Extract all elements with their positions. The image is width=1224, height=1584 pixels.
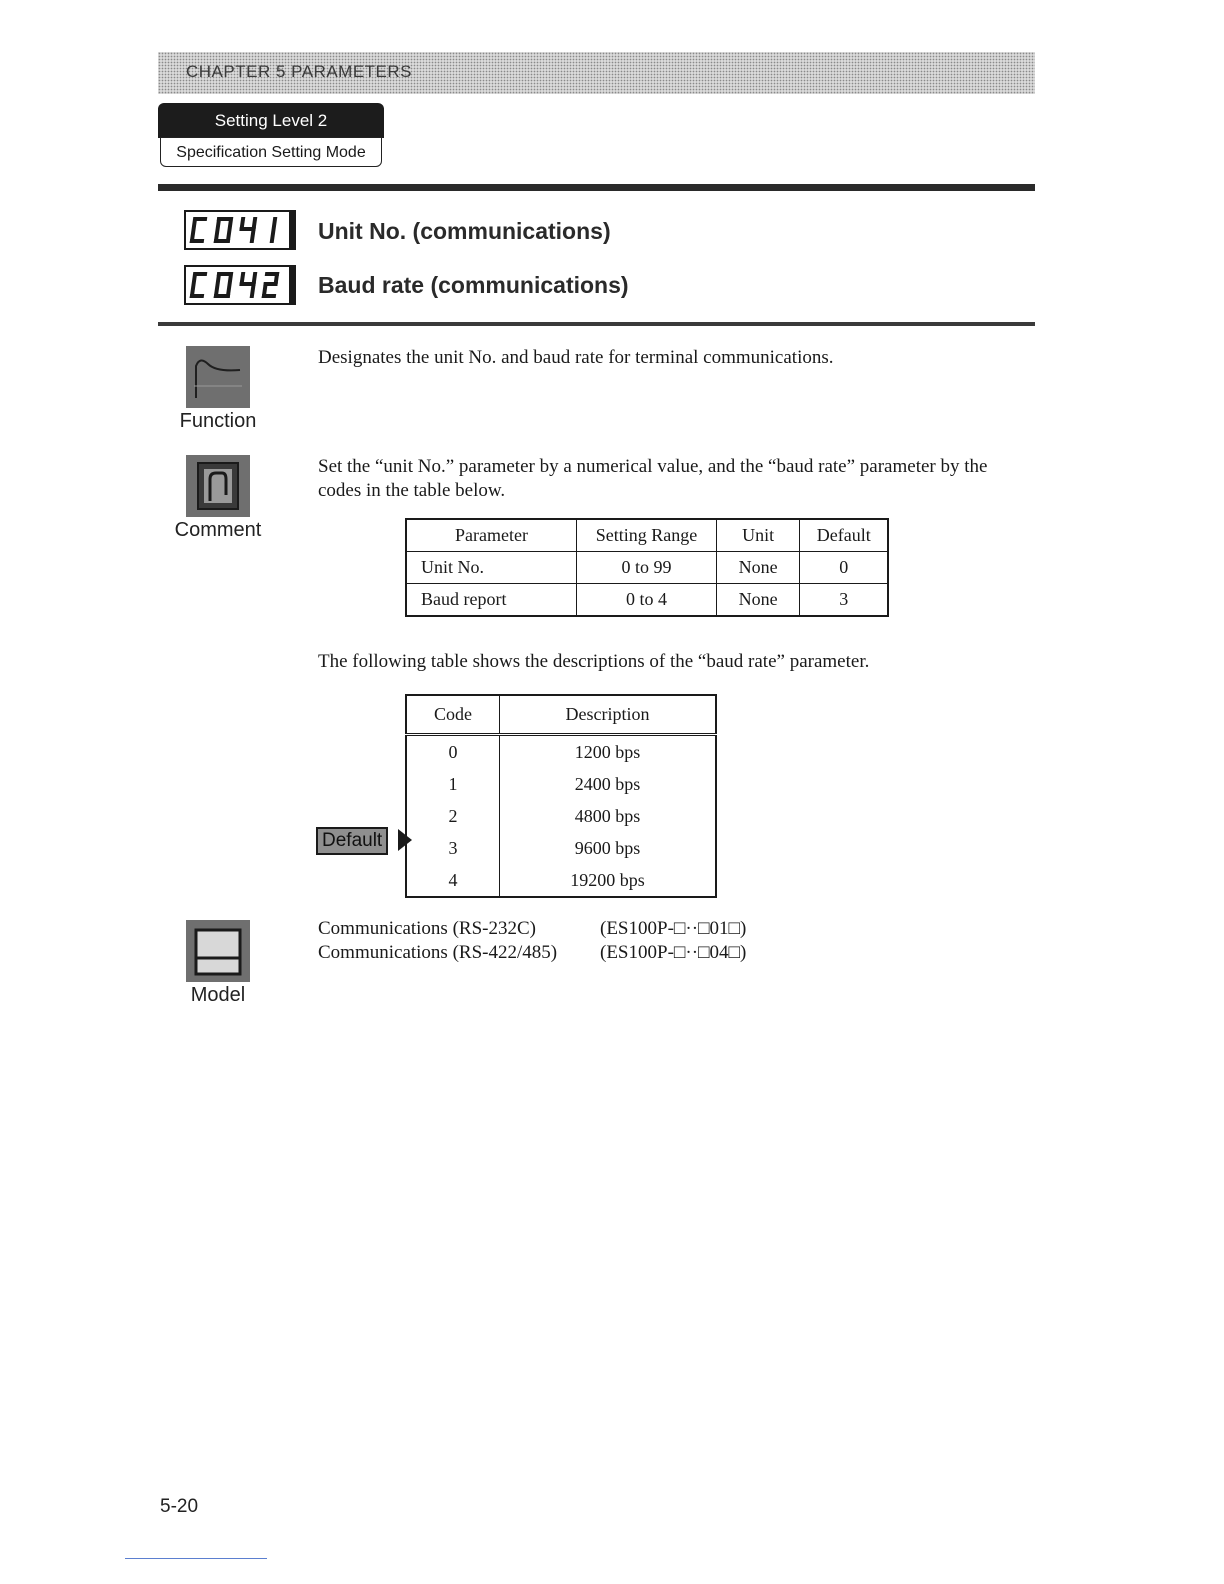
model-icon: [186, 920, 250, 982]
parameter-table: [405, 518, 889, 617]
table-cell: Unit No.: [406, 552, 577, 584]
table-header: Description: [500, 695, 717, 735]
table-cell: 3: [406, 832, 500, 864]
table-cell: 2400 bps: [500, 768, 717, 800]
page-number: 5-20: [160, 1496, 199, 1517]
mode-label: Specification Setting Mode: [160, 137, 382, 167]
segment-code-icon: [186, 267, 289, 303]
table-row: [406, 552, 888, 584]
default-arrow-icon: [398, 829, 412, 851]
table-cell: 19200 bps: [500, 864, 717, 897]
model-name: Communications (RS-232C): [318, 918, 536, 939]
comment-text-line2: codes in the table below.: [318, 480, 506, 501]
table-row: [406, 864, 716, 897]
comment-icon: [186, 455, 250, 517]
baud-rate-table: [405, 694, 717, 898]
table-row: [406, 584, 888, 617]
model-name: Communications (RS-422/485): [318, 942, 558, 963]
default-tag: Default: [316, 827, 388, 855]
table-row: [406, 832, 716, 864]
footer-line: [125, 1558, 267, 1559]
section-divider: [158, 322, 1035, 326]
table-cell: 2: [406, 800, 500, 832]
table-cell: 0 to 99: [577, 552, 717, 584]
table-header: Code: [406, 695, 500, 735]
table-cell: 0: [800, 552, 888, 584]
table-header: Default: [800, 519, 888, 552]
model-label: Model: [190, 984, 246, 1006]
segment-display-c041: [184, 210, 296, 250]
function-text: Designates the unit No. and baud rate for terminal communications.: [318, 347, 834, 368]
table-cell: 3: [800, 584, 888, 617]
setting-level-tab: Setting Level 2: [158, 103, 384, 138]
model-code: (ES100P-□··□04□): [600, 942, 747, 963]
table-cell: 4800 bps: [500, 800, 717, 832]
table-row: [406, 735, 716, 769]
segment-display-c042: [184, 265, 296, 305]
table-cell: 1200 bps: [500, 735, 717, 769]
param-title-baud-rate: Baud rate (communications): [318, 272, 629, 298]
table-header: Unit: [716, 519, 800, 552]
segment-code-icon: [186, 212, 289, 248]
model-code: (ES100P-□··□01□): [600, 918, 747, 939]
table-row: [406, 768, 716, 800]
table-cell: 0 to 4: [577, 584, 717, 617]
table-header-row: [406, 519, 888, 552]
function-icon: [186, 346, 250, 408]
table-header: Setting Range: [577, 519, 717, 552]
table-header-row: [406, 695, 716, 735]
param-title-unit-no: Unit No. (communications): [318, 218, 611, 244]
table-cell: None: [716, 552, 800, 584]
top-divider: [158, 184, 1035, 191]
chapter-title: CHAPTER 5 PARAMETERS: [186, 62, 413, 81]
table-cell: 1: [406, 768, 500, 800]
table-cell: 4: [406, 864, 500, 897]
table-cell: None: [716, 584, 800, 617]
table-header: Parameter: [406, 519, 577, 552]
table-row: [406, 800, 716, 832]
table-cell: Baud report: [406, 584, 577, 617]
comment-text-line1: Set the “unit No.” parameter by a numerical value, and the “baud rate” parameter by the: [318, 456, 988, 477]
table-cell: 9600 bps: [500, 832, 717, 864]
baud-intro-text: The following table shows the descriptions of the “baud rate” parameter.: [318, 651, 870, 672]
comment-label: Comment: [174, 519, 262, 541]
table-cell: 0: [406, 735, 500, 769]
function-label: Function: [179, 410, 257, 432]
